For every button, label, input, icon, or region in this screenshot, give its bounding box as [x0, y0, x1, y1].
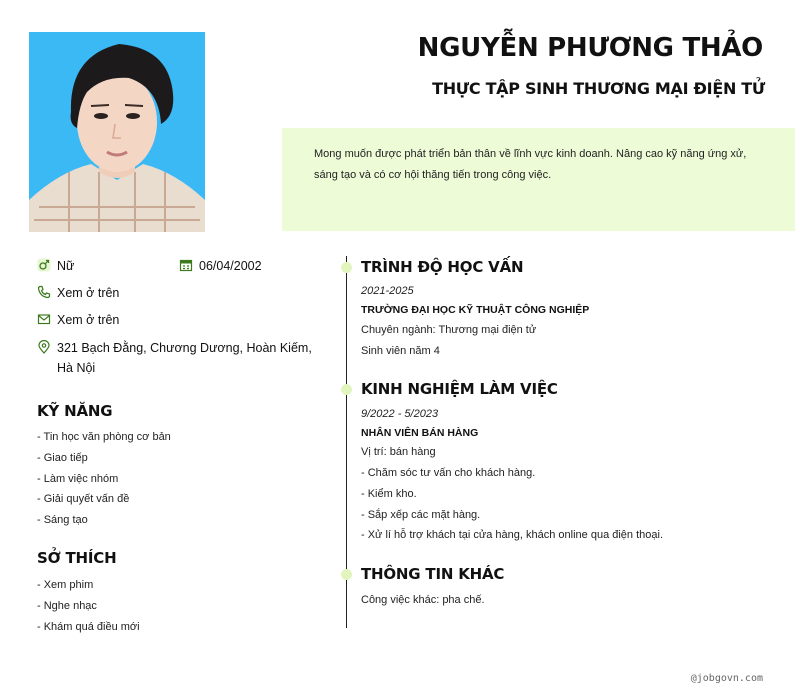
skill-item: - Sáng tạo — [37, 514, 88, 527]
address-value: 321 Bạch Đằng, Chương Dương, Hoàn Kiếm, Hà Nội — [57, 341, 312, 375]
education-period: 2021-2025 — [361, 285, 414, 297]
skills-heading: KỸ NĂNG — [37, 402, 113, 420]
watermark: @jobgovn.com — [690, 673, 763, 684]
experience-role: NHÂN VIÊN BÁN HÀNG — [361, 427, 479, 439]
birthday-row — [179, 256, 262, 276]
gender-icon — [37, 258, 51, 272]
profile-photo — [29, 32, 205, 232]
job-title: THỰC TẬP SINH THƯƠNG MẠI ĐIỆN TỬ — [432, 79, 765, 98]
email-icon — [37, 312, 51, 326]
phone-row — [37, 283, 119, 303]
location-icon — [37, 340, 51, 354]
experience-line: - Kiểm kho. — [361, 488, 417, 500]
gender-row — [37, 256, 74, 276]
education-school: TRƯỜNG ĐẠI HỌC KỸ THUẬT CÔNG NGHIỆP — [361, 304, 590, 316]
experience-line: - Chăm sóc tư vấn cho khách hàng. — [361, 467, 536, 479]
timeline-dot — [341, 569, 352, 580]
skill-item: - Tin học văn phòng cơ bản — [37, 431, 171, 443]
gender-value: Nữ — [57, 259, 75, 273]
hobby-item: - Khám quá điều mới — [37, 620, 140, 633]
experience-line: - Xử lí hỗ trợ khách tại cửa hàng, khách online qua điện thoại. — [361, 529, 664, 541]
skill-item: - Làm việc nhóm — [37, 472, 119, 485]
calendar-icon — [179, 258, 193, 272]
experience-line: - Sắp xếp các mặt hàng. — [361, 509, 481, 521]
experience-heading: KINH NGHIỆM LÀM VIỆC — [361, 380, 558, 398]
hobbies-heading: SỞ THÍCH — [37, 549, 117, 567]
phone-value: Xem ở trên — [57, 286, 120, 300]
education-heading: TRÌNH ĐỘ HỌC VẤN — [361, 258, 524, 276]
education-line: Chuyên ngành: Thương mại điện tử — [361, 324, 537, 336]
other-info-text: Công việc khác: pha chế. — [361, 594, 485, 606]
email-value: Xem ở trên — [57, 313, 120, 327]
skills-list — [37, 427, 171, 531]
other-info-heading: THÔNG TIN KHÁC — [361, 565, 505, 583]
experience-line: Vị trí: bán hàng — [361, 446, 436, 458]
timeline-dot — [341, 262, 352, 273]
hobbies-list — [37, 575, 140, 637]
experience-period: 9/2022 - 5/2023 — [361, 408, 439, 420]
timeline-dot — [341, 384, 352, 395]
birthday-value: 06/04/2002 — [199, 259, 262, 273]
address-row — [37, 338, 317, 378]
email-row — [37, 310, 119, 330]
hobby-item: - Nghe nhạc — [37, 599, 97, 612]
candidate-name: NGUYỄN PHƯƠNG THẢO — [417, 33, 763, 63]
skill-item: - Giải quyết vấn đề — [37, 493, 130, 506]
hobby-item: - Xem phim — [37, 579, 94, 591]
career-objective: Mong muốn được phát triển bản thân về lĩnh vực kinh doanh. Nâng cao kỹ năng ứng xử, sáng tạo và có cơ hội thăng tiến trong công việc. — [282, 128, 795, 231]
skill-item: - Giao tiếp — [37, 451, 88, 464]
phone-icon — [37, 285, 51, 299]
education-line: Sinh viên năm 4 — [361, 345, 440, 357]
